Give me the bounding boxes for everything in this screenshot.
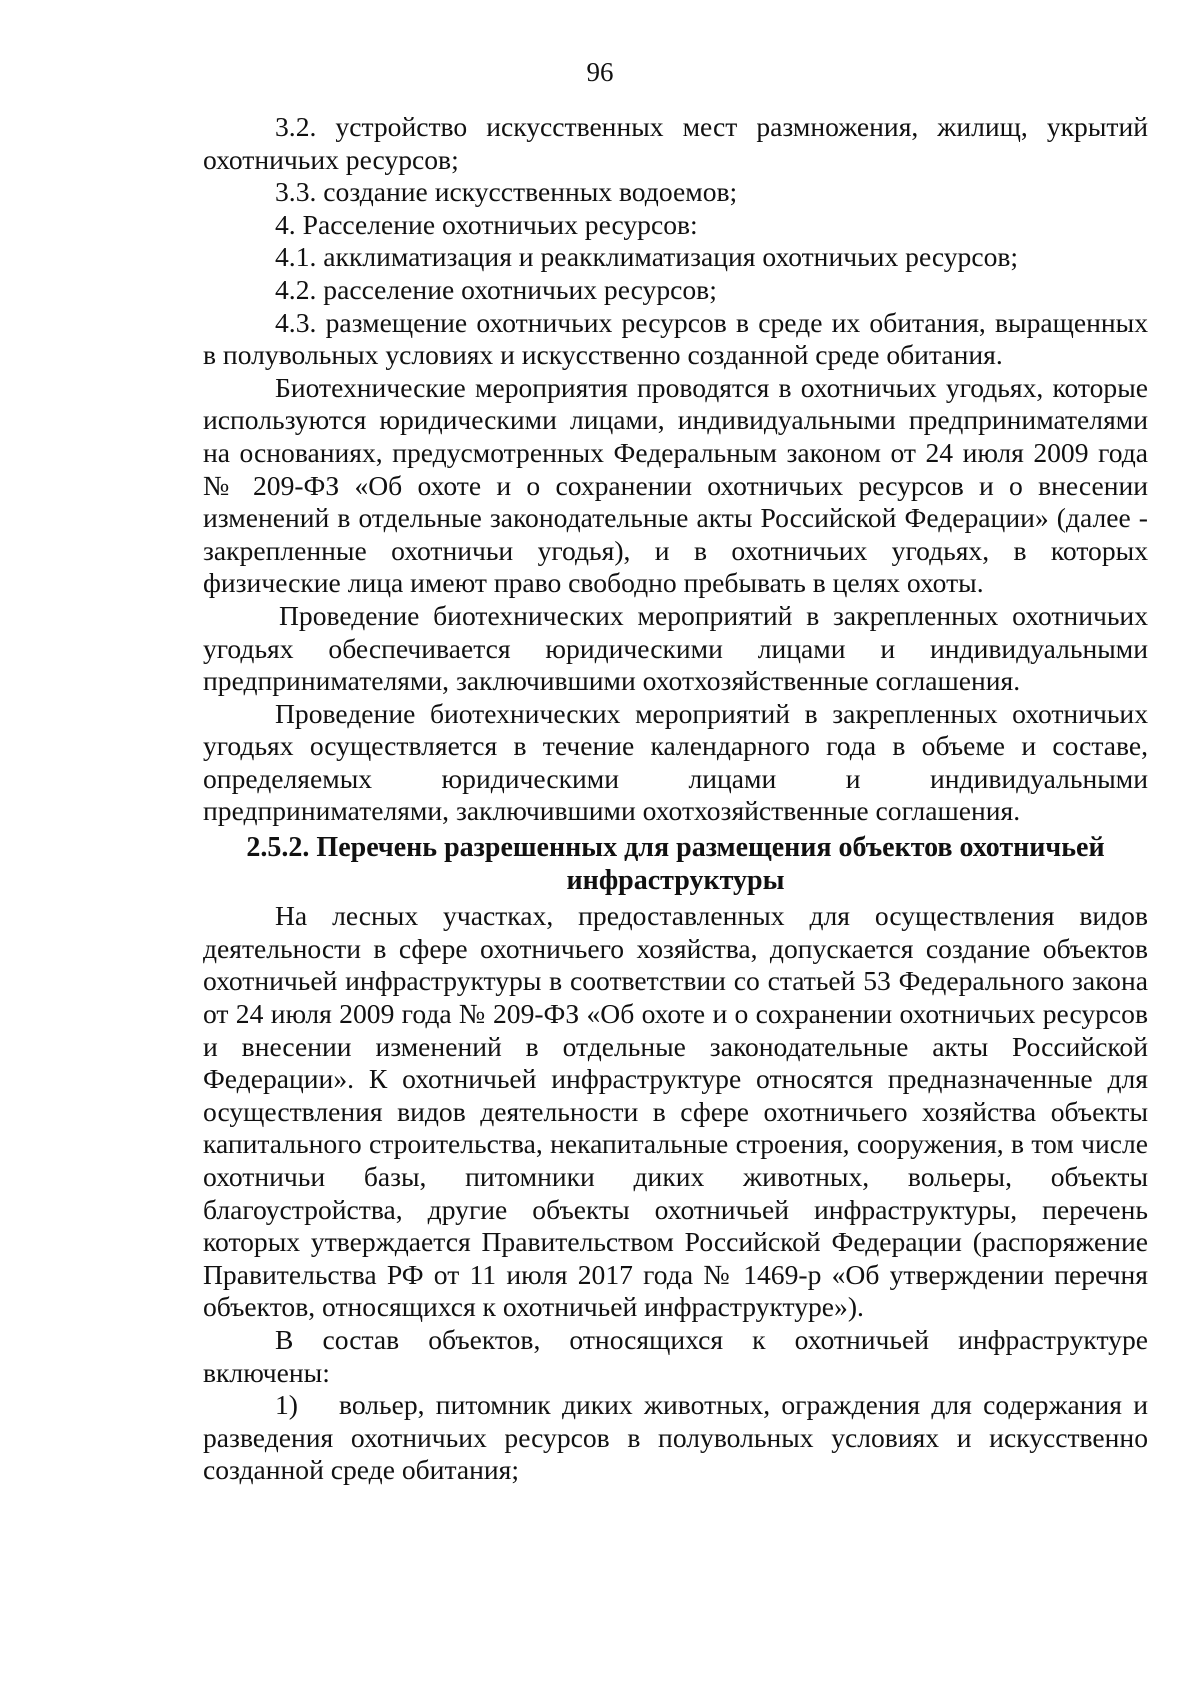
paragraph-4-3: 4.3. размещение охотничьих ресурсов в среде их обитания, выращенных в полувольных условиях и искусственно созданной среде обитания. (203, 306, 1148, 371)
list-item-text: вольер, питомник диких животных, ограждения для содержания и разведения охотничьих ресурсов в полувольных условиях и искусственно созданной среде обитания; (203, 1389, 1148, 1486)
document-body (203, 111, 1148, 1487)
page-number: 96 (586, 57, 614, 87)
list-item-number: 1) (275, 1389, 298, 1421)
paragraph-infrastructure-list-intro: В состав объектов, относящихся к охотничьей инфраструктуре включены: (203, 1323, 1148, 1388)
paragraph-4-1: 4.1. акклиматизация и реакклиматизация охотничьих ресурсов; (275, 241, 1019, 273)
list-item (203, 1389, 1148, 1487)
paragraph-infrastructure: На лесных участках, предоставленных для осуществления видов деятельности в сфере охотничьего хозяйства, допускается создание объектов охотничьей инфраструктуры в соответствии со статьей 53 Федерального закона от 24 июля 2009 года № 209-ФЗ «Об охоте и о сохранении охотничьих ресурсов и внесении изменений в отдельные законодательные акты Российской Федерации». К охотничьей инфраструктуре относятся предназначенные для осуществления видов деятельности в сфере охотничьего хозяйства объекты капитального строительства, некапитальные строения, сооружения, в том числе охотничьи базы, питомники диких животных, вольеры, объекты благоустройства, другие объекты охотничьей инфраструктуры, перечень которых утверждается Правительством Российской Федерации (распоряжение Правительства РФ от 11 июля 2017 года № 1469-р «Об утверждении перечня объектов, относящихся к охотничьей инфраструктуре»). (203, 900, 1148, 1323)
paragraph-4: 4. Расселение охотничьих ресурсов: (275, 208, 698, 240)
paragraph-biotech-provision: Проведение биотехнических мероприятий в закрепленных охотничьих угодьях обеспечивается юридическими лицами и индивидуальными предпринимателями, заключившими охотхозяйственные соглашения. (203, 599, 1148, 697)
section-heading: 2.5.2. Перечень разрешенных для размещения объектов охотничьей инфраструктуры (246, 832, 1105, 896)
paragraph-3-2: 3.2. устройство искусственных мест размножения, жилищ, укрытий охотничьих ресурсов; (203, 111, 1148, 175)
paragraph-biotech-activities: Биотехнические мероприятия проводятся в охотничьих угодьях, которые используются юридическими лицами, индивидуальными предпринимателями на основаниях, предусмотренных Федеральным законом от 24 июля 2009 года № 209-ФЗ «Об охоте и о сохранении охотничьих ресурсов и о внесении изменений в отдельные законодательные акты Российской Федерации» (далее - закрепленные охотничьи угодья), и в охотничьих угодьях, в которых физические лица имеют право свободно пребывать в целях охоты. (203, 371, 1148, 599)
paragraph-3-3: 3.3. создание искусственных водоемов; (275, 176, 738, 208)
paragraph-4-2: 4.2. расселение охотничьих ресурсов; (275, 273, 717, 305)
paragraph-biotech-schedule: Проведение биотехнических мероприятий в закрепленных охотничьих угодьях осуществляется в течение календарного года в объеме и составе, определяемых юридическими лицами и индивидуальными предпринимателями, заключившими охотхозяйственные соглашения. (203, 697, 1148, 827)
